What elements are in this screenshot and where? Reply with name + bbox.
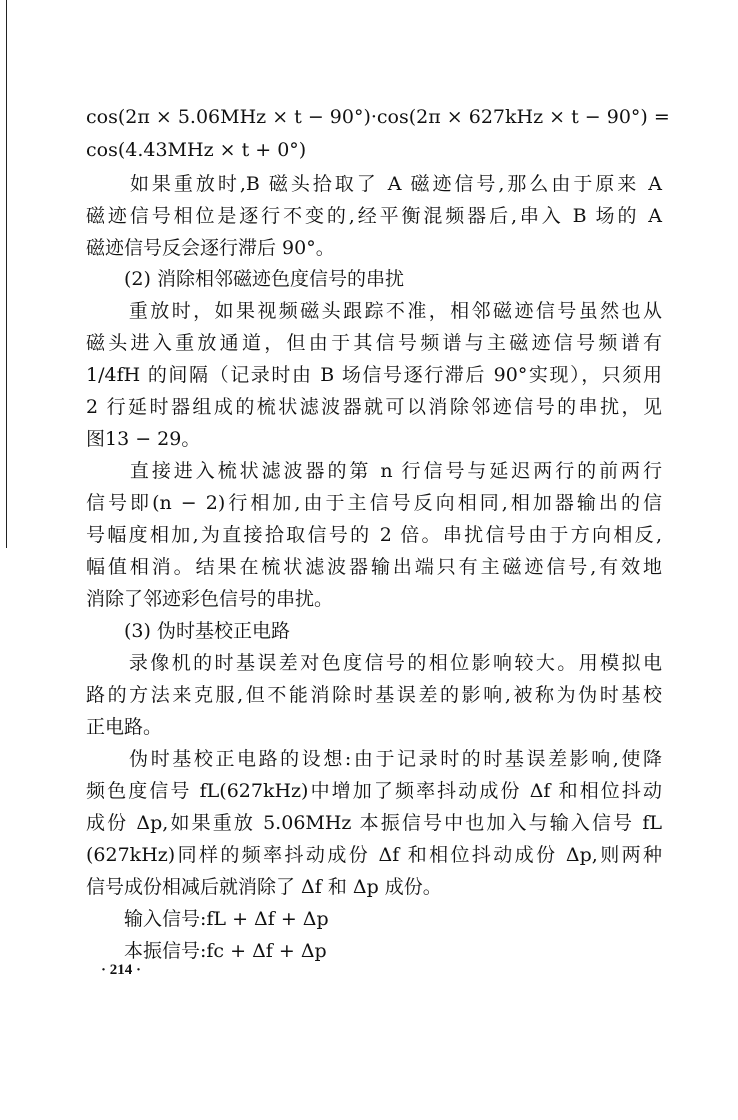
text-line: 磁迹信号相位是逐行不变的,经平衡混频器后,串入 B 场的 A <box>86 205 662 227</box>
text-line: 信号成份相减后就消除了 Δf 和 Δp 成份。 <box>86 876 442 898</box>
formula-local-oscillator: 本振信号:fc + Δf + Δp <box>86 940 327 962</box>
text-line: 消除了邻迹彩色信号的串扰。 <box>86 588 334 610</box>
text-line: 直接进入梳状滤波器的第 n 行信号与延迟两行的前两行 <box>86 460 662 482</box>
text-line: 路的方法来克服,但不能消除时基误差的影响,被称为伪时基校 <box>86 684 662 706</box>
text-line: 图13 − 29。 <box>86 428 201 450</box>
text-line: 如果重放时,B 磁头拾取了 A 磁迹信号,那么由于原来 A <box>86 173 662 195</box>
text-line: 号幅度相加,为直接拾取信号的 2 倍。串扰信号由于方向相反, <box>86 524 662 546</box>
formula-line-2: cos(4.43MHz × t + 0°) <box>86 139 307 161</box>
text-line: 2 行延时器组成的梳状滤波器就可以消除邻迹信号的串扰，见 <box>86 396 662 418</box>
text-line: 频色度信号 fL(627kHz)中增加了频率抖动成份 Δf 和相位抖动 <box>86 780 662 802</box>
text-line: 重放时，如果视频磁头跟踪不准，相邻磁迹信号虽然也从 <box>86 300 662 322</box>
text-line: 伪时基校正电路的设想:由于记录时的时基误差影响,使降 <box>86 748 662 770</box>
text-line: 幅值相消。结果在梳状滤波器输出端只有主磁迹信号,有效地 <box>86 556 662 578</box>
text-line: 磁头进入重放通道，但由于其信号频谱与主磁迹信号频谱有 <box>86 332 662 354</box>
text-line: 磁迹信号反会逐行滞后 90°。 <box>86 237 335 259</box>
formula-line-1: cos(2π × 5.06MHz × t − 90°)·cos(2π × 627kHz × t − 90°) = <box>86 106 670 128</box>
page-number: · 214 · <box>101 962 142 978</box>
text-line: 信号即(n − 2)行相加,由于主信号反向相同,相加器输出的信 <box>86 492 662 514</box>
section-heading: (3) 伪时基校正电路 <box>86 620 290 642</box>
text-line: 1/4fH 的间隔（记录时由 B 场信号逐行滞后 90°实现），只须用 <box>86 364 662 386</box>
text-line: 录像机的时基误差对色度信号的相位影响较大。用模拟电 <box>86 652 662 674</box>
section-heading: (2) 消除相邻磁迹色度信号的串扰 <box>86 268 404 290</box>
left-margin-rule <box>6 0 7 548</box>
text-line: 成份 Δp,如果重放 5.06MHz 本振信号中也加入与输入信号 fL <box>86 812 662 834</box>
text-line: 正电路。 <box>86 716 163 738</box>
text-line: (627kHz)同样的频率抖动成份 Δf 和相位抖动成份 Δp,则两种 <box>86 844 662 866</box>
formula-input-signal: 输入信号:fL + Δf + Δp <box>86 908 329 930</box>
